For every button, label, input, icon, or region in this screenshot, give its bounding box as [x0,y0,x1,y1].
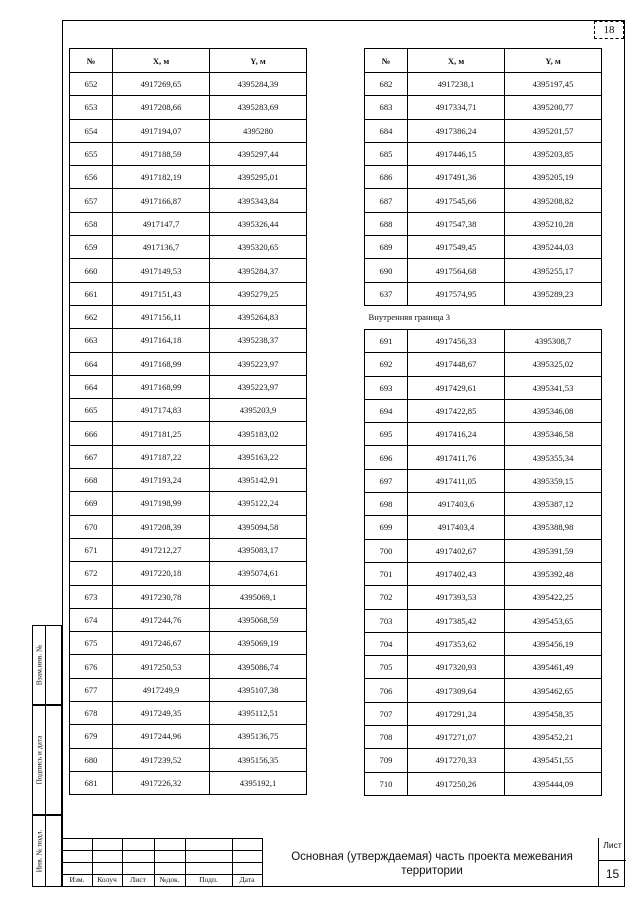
coordinates-table-right [364,48,602,796]
point-number: 700 [365,539,408,562]
col-count: Колуч [97,875,117,884]
point-number: 682 [365,73,408,96]
x-coordinate: 4917244,96 [113,725,210,748]
x-coordinate: 4917491,36 [408,166,505,189]
x-coordinate: 4917156,11 [113,305,210,328]
point-number: 662 [70,305,113,328]
point-number: 701 [365,562,408,585]
y-coordinate: 4395069,1 [210,585,307,608]
y-coordinate: 4395284,39 [210,73,307,96]
point-number: 691 [365,329,408,352]
x-coordinate: 4917208,66 [113,96,210,119]
table-row [70,189,307,212]
point-number: 683 [365,96,408,119]
table-row [70,166,307,189]
table-row [365,702,602,725]
x-coordinate: 4917411,76 [408,446,505,469]
y-coordinate: 4395422,25 [505,586,602,609]
point-number: 666 [70,422,113,445]
point-number: 677 [70,678,113,701]
table-row [365,446,602,469]
y-coordinate: 4395359,15 [505,469,602,492]
table-row [365,586,602,609]
x-coordinate: 4917147,7 [113,212,210,235]
header-number: № [70,49,113,73]
y-coordinate: 4395112,51 [210,702,307,725]
point-number: 687 [365,189,408,212]
table-row [70,142,307,165]
header-y: Y, м [210,49,307,73]
side-stamp-signature-date [32,705,62,815]
point-number: 653 [70,96,113,119]
point-number: 676 [70,655,113,678]
y-coordinate: 4395388,98 [505,516,602,539]
table-row [70,469,307,492]
side-stamp-replace-inv [32,625,62,705]
x-coordinate: 4917416,24 [408,423,505,446]
y-coordinate: 4395107,38 [210,678,307,701]
table-row [365,423,602,446]
x-coordinate: 4917271,07 [408,726,505,749]
table-header-row [70,49,307,73]
point-number: 692 [365,353,408,376]
y-coordinate: 4395320,65 [210,236,307,259]
table-row [365,632,602,655]
point-number: 659 [70,236,113,259]
x-coordinate: 4917250,53 [113,655,210,678]
table-row [70,562,307,585]
point-number: 688 [365,212,408,235]
document-title: Основная (утверждаемая) часть проекта межевания территории [291,851,573,877]
col-sheet: Лист [130,875,146,884]
table-row [70,352,307,375]
table-row [70,212,307,235]
y-coordinate: 4395244,03 [505,236,602,259]
y-coordinate: 4395297,44 [210,142,307,165]
y-coordinate: 4395458,35 [505,702,602,725]
table-row [70,725,307,748]
y-coordinate: 4395192,1 [210,771,307,794]
table-row [365,236,602,259]
point-number: 674 [70,608,113,631]
table-row [70,259,307,282]
x-coordinate: 4917149,53 [113,259,210,282]
section-row [365,305,602,329]
table-row [365,282,602,305]
point-number: 696 [365,446,408,469]
point-number: 690 [365,259,408,282]
col-doc: №док. [159,875,180,884]
x-coordinate: 4917547,38 [408,212,505,235]
y-coordinate: 4395284,37 [210,259,307,282]
x-coordinate: 4917238,1 [408,73,505,96]
x-coordinate: 4917181,25 [113,422,210,445]
y-coordinate: 4395264,83 [210,305,307,328]
x-coordinate: 4917208,39 [113,515,210,538]
x-coordinate: 4917385,42 [408,609,505,632]
y-coordinate: 4395086,74 [210,655,307,678]
table-row [365,726,602,749]
y-coordinate: 4395223,97 [210,352,307,375]
point-number: 694 [365,399,408,422]
x-coordinate: 4917564,68 [408,259,505,282]
table-row [365,259,602,282]
point-number: 656 [70,166,113,189]
col-change: Изм. [69,875,85,884]
table-row [70,282,307,305]
y-coordinate: 4395203,9 [210,399,307,422]
point-number: 685 [365,142,408,165]
page-number-top: 18 [594,21,624,39]
point-number: 693 [365,376,408,399]
x-coordinate: 4917182,19 [113,166,210,189]
table-row [70,748,307,771]
x-coordinate: 4917269,65 [113,73,210,96]
point-number: 689 [365,236,408,259]
y-coordinate: 4395197,45 [505,73,602,96]
y-coordinate: 4395392,48 [505,562,602,585]
table-row [365,772,602,795]
y-coordinate: 4395462,65 [505,679,602,702]
title-block [62,838,625,887]
point-number: 698 [365,493,408,516]
x-coordinate: 4917549,45 [408,236,505,259]
x-coordinate: 4917168,99 [113,375,210,398]
x-coordinate: 4917429,61 [408,376,505,399]
point-number: 702 [365,586,408,609]
coordinates-table-left [69,48,307,795]
y-coordinate: 4395391,59 [505,539,602,562]
table-row [365,609,602,632]
table-row [365,562,602,585]
x-coordinate: 4917246,67 [113,632,210,655]
table-row [70,608,307,631]
y-coordinate: 4395343,84 [210,189,307,212]
y-coordinate: 4395163,22 [210,445,307,468]
header-x: X, м [408,49,505,73]
y-coordinate: 4395238,37 [210,329,307,352]
point-number: 704 [365,632,408,655]
x-coordinate: 4917386,24 [408,119,505,142]
header-number: № [365,49,408,73]
point-number: 670 [70,515,113,538]
x-coordinate: 4917291,24 [408,702,505,725]
side-stamp-original-inv [32,815,62,887]
x-coordinate: 4917230,78 [113,585,210,608]
x-coordinate: 4917136,7 [113,236,210,259]
point-number: 703 [365,609,408,632]
point-number: 706 [365,679,408,702]
table-row [70,515,307,538]
col-signature: Подп. [199,875,218,884]
x-coordinate: 4917402,43 [408,562,505,585]
x-coordinate: 4917574,95 [408,282,505,305]
y-coordinate: 4395341,53 [505,376,602,399]
x-coordinate: 4917168,99 [113,352,210,375]
y-coordinate: 4395444,09 [505,772,602,795]
x-coordinate: 4917187,22 [113,445,210,468]
table-row [365,516,602,539]
side-stamp-label: Инв. № подл. [34,829,44,873]
point-number: 675 [70,632,113,655]
point-number: 681 [70,771,113,794]
y-coordinate: 4395208,82 [505,189,602,212]
point-number: 671 [70,538,113,561]
y-coordinate: 4395461,49 [505,656,602,679]
x-coordinate: 4917422,85 [408,399,505,422]
table-row [70,445,307,468]
x-coordinate: 4917249,35 [113,702,210,725]
header-x: X, м [113,49,210,73]
point-number: 664 [70,352,113,375]
y-coordinate: 4395280 [210,119,307,142]
y-coordinate: 4395451,55 [505,749,602,772]
y-coordinate: 4395094,58 [210,515,307,538]
x-coordinate: 4917220,18 [113,562,210,585]
x-coordinate: 4917188,59 [113,142,210,165]
x-coordinate: 4917166,87 [113,189,210,212]
y-coordinate: 4395255,17 [505,259,602,282]
table-row [365,166,602,189]
y-coordinate: 4395295,01 [210,166,307,189]
point-number: 665 [70,399,113,422]
y-coordinate: 4395387,12 [505,493,602,516]
table-header-row [365,49,602,73]
x-coordinate: 4917403,4 [408,516,505,539]
y-coordinate: 4395326,44 [210,212,307,235]
table-row [70,585,307,608]
table-row [70,399,307,422]
x-coordinate: 4917270,33 [408,749,505,772]
point-number: 705 [365,656,408,679]
x-coordinate: 4917353,62 [408,632,505,655]
point-number: 655 [70,142,113,165]
point-number: 697 [365,469,408,492]
point-number: 678 [70,702,113,725]
x-coordinate: 4917545,66 [408,189,505,212]
x-coordinate: 4917456,33 [408,329,505,352]
y-coordinate: 4395279,25 [210,282,307,305]
table-row [365,119,602,142]
y-coordinate: 4395325,02 [505,353,602,376]
y-coordinate: 4395200,77 [505,96,602,119]
point-number: 707 [365,702,408,725]
point-number: 686 [365,166,408,189]
x-coordinate: 4917212,27 [113,538,210,561]
section-label: Внутренняя граница 3 [368,312,451,323]
table-row [365,142,602,165]
y-coordinate: 4395355,34 [505,446,602,469]
point-number: 660 [70,259,113,282]
table-row [365,493,602,516]
x-coordinate: 4917198,99 [113,492,210,515]
table-row [70,492,307,515]
table-row [365,73,602,96]
table-row [70,538,307,561]
table-row [70,73,307,96]
point-number: 658 [70,212,113,235]
x-coordinate: 4917193,24 [113,469,210,492]
table-row [365,329,602,352]
table-row [365,376,602,399]
x-coordinate: 4917164,18 [113,329,210,352]
y-coordinate: 4395283,69 [210,96,307,119]
table-row [365,656,602,679]
table-row [365,749,602,772]
table-row [70,305,307,328]
table-row [365,399,602,422]
table-row [70,375,307,398]
x-coordinate: 4917174,83 [113,399,210,422]
table-row [365,96,602,119]
x-coordinate: 4917226,32 [113,771,210,794]
side-stamp-label: Взам.инв. № [34,644,44,686]
y-coordinate: 4395205,19 [505,166,602,189]
sheet-box [598,838,626,887]
table-row [365,353,602,376]
table-row [365,679,602,702]
table-row [70,771,307,794]
y-coordinate: 4395453,65 [505,609,602,632]
y-coordinate: 4395452,21 [505,726,602,749]
table-row [70,236,307,259]
x-coordinate: 4917448,67 [408,353,505,376]
x-coordinate: 4917334,71 [408,96,505,119]
y-coordinate: 4395183,02 [210,422,307,445]
table-row [70,655,307,678]
table-row [365,539,602,562]
y-coordinate: 4395289,23 [505,282,602,305]
y-coordinate: 4395346,58 [505,423,602,446]
y-coordinate: 4395308,7 [505,329,602,352]
x-coordinate: 4917402,67 [408,539,505,562]
table-row [70,678,307,701]
x-coordinate: 4917194,07 [113,119,210,142]
y-coordinate: 4395142,91 [210,469,307,492]
col-date: Дата [239,875,255,884]
x-coordinate: 4917446,15 [408,142,505,165]
point-number: 680 [70,748,113,771]
table-row [70,96,307,119]
y-coordinate: 4395156,35 [210,748,307,771]
y-coordinate: 4395203,85 [505,142,602,165]
point-number: 672 [70,562,113,585]
table-row [70,702,307,725]
point-number: 679 [70,725,113,748]
x-coordinate: 4917411,05 [408,469,505,492]
table-row [365,469,602,492]
point-number: 661 [70,282,113,305]
x-coordinate: 4917244,76 [113,608,210,631]
x-coordinate: 4917309,64 [408,679,505,702]
y-coordinate: 4395346,08 [505,399,602,422]
point-number: 699 [365,516,408,539]
y-coordinate: 4395223,97 [210,375,307,398]
y-coordinate: 4395210,28 [505,212,602,235]
point-number: 652 [70,73,113,96]
point-number: 637 [365,282,408,305]
header-y: Y, м [505,49,602,73]
x-coordinate: 4917403,6 [408,493,505,516]
point-number: 664 [70,375,113,398]
y-coordinate: 4395136,75 [210,725,307,748]
x-coordinate: 4917393,53 [408,586,505,609]
point-number: 663 [70,329,113,352]
y-coordinate: 4395069,19 [210,632,307,655]
table-row [365,189,602,212]
x-coordinate: 4917151,43 [113,282,210,305]
point-number: 657 [70,189,113,212]
point-number: 695 [365,423,408,446]
point-number: 668 [70,469,113,492]
point-number: 673 [70,585,113,608]
point-number: 684 [365,119,408,142]
point-number: 654 [70,119,113,142]
table-row [365,212,602,235]
side-stamp-label: Подпись и дата [34,735,44,785]
table-row [70,329,307,352]
x-coordinate: 4917250,26 [408,772,505,795]
table-row [70,119,307,142]
sheet-number: 15 [599,860,626,887]
point-number: 709 [365,749,408,772]
point-number: 667 [70,445,113,468]
y-coordinate: 4395456,19 [505,632,602,655]
y-coordinate: 4395068,59 [210,608,307,631]
point-number: 708 [365,726,408,749]
x-coordinate: 4917249,9 [113,678,210,701]
point-number: 669 [70,492,113,515]
y-coordinate: 4395201,57 [505,119,602,142]
table-row [70,632,307,655]
point-number: 710 [365,772,408,795]
x-coordinate: 4917239,52 [113,748,210,771]
sheet-label: Лист [603,840,622,850]
y-coordinate: 4395083,17 [210,538,307,561]
y-coordinate: 4395074,61 [210,562,307,585]
table-row [70,422,307,445]
y-coordinate: 4395122,24 [210,492,307,515]
x-coordinate: 4917320,93 [408,656,505,679]
